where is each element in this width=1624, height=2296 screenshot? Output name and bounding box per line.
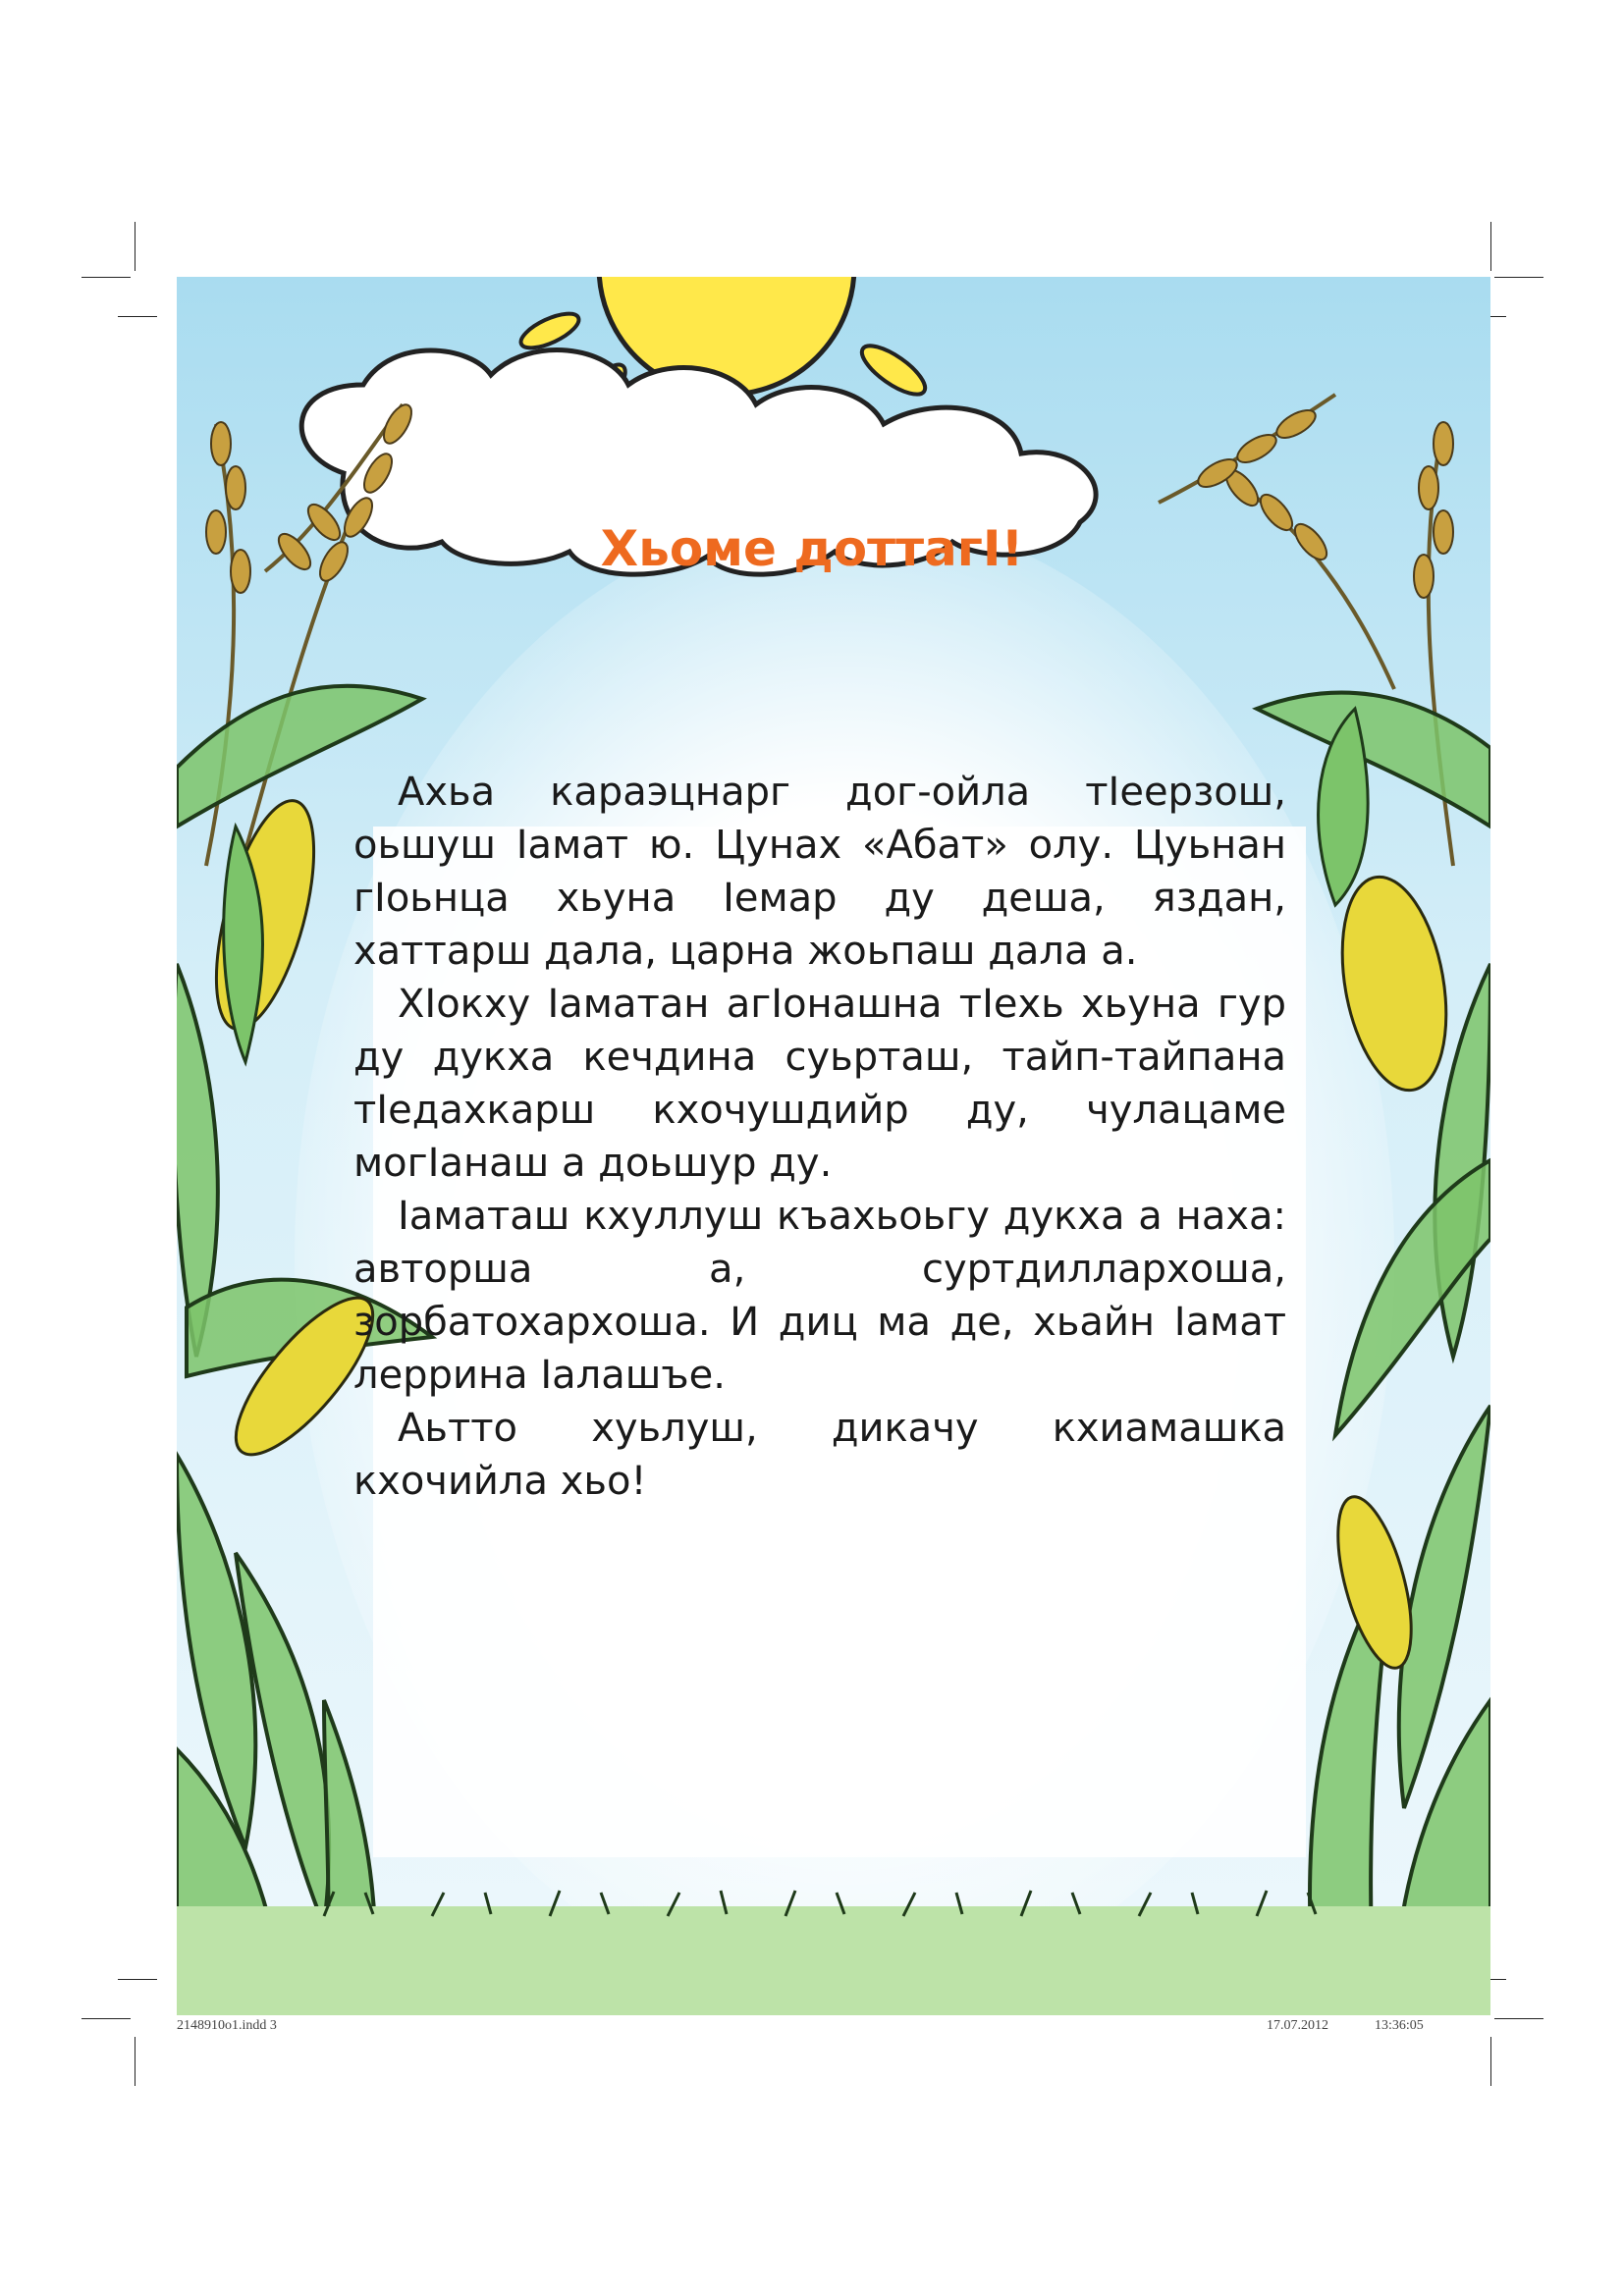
paragraph: Іаматаш кхуллуш къахьоьгу дукха а наха: авторша а, суртдиллархоша, зорбатохархоша. И диц ма де, хьайн Іамат леррина Іалашъе.	[353, 1194, 1286, 1398]
slug-time: 13:36:05	[1375, 2018, 1424, 2033]
crop-mark	[81, 2018, 131, 2019]
crop-mark	[1494, 277, 1543, 278]
crop-mark	[118, 316, 157, 317]
crop-mark	[1490, 2037, 1491, 2086]
slug-filename: 2148910o1.indd 3	[177, 2018, 277, 2033]
page-title: Хьоме доттагІ!	[600, 520, 1024, 577]
crop-mark	[1490, 222, 1491, 271]
crop-mark	[1494, 2018, 1543, 2019]
grass-icon	[177, 1891, 1490, 2015]
crop-mark	[118, 1979, 157, 1980]
crop-mark	[81, 277, 131, 278]
paragraph: Ахьа караэцнарг дог-ойла тІеерзош, оьшуш Іамат ю. Цунах «Абат» олу. Цуьнан гІоьнца хьуна Іемар ду деша, яздан, хаттарш дала, царна жоьпаш дала а.	[353, 770, 1286, 974]
paragraph: Аьтто хуьлуш, дикачу кхиамашка кхочийла хьо!	[353, 1406, 1286, 1504]
paragraph: ХІокху Іаматан агІонашна тІехь хьуна гур ду дукха кечдина суьрташ, тайп-тайпана тІедахкарш кхочушдийр ду, чулацаме могІанаш а доьшур ду.	[353, 982, 1286, 1186]
slug-date: 17.07.2012	[1267, 2018, 1328, 2033]
story-text	[353, 766, 1286, 1508]
